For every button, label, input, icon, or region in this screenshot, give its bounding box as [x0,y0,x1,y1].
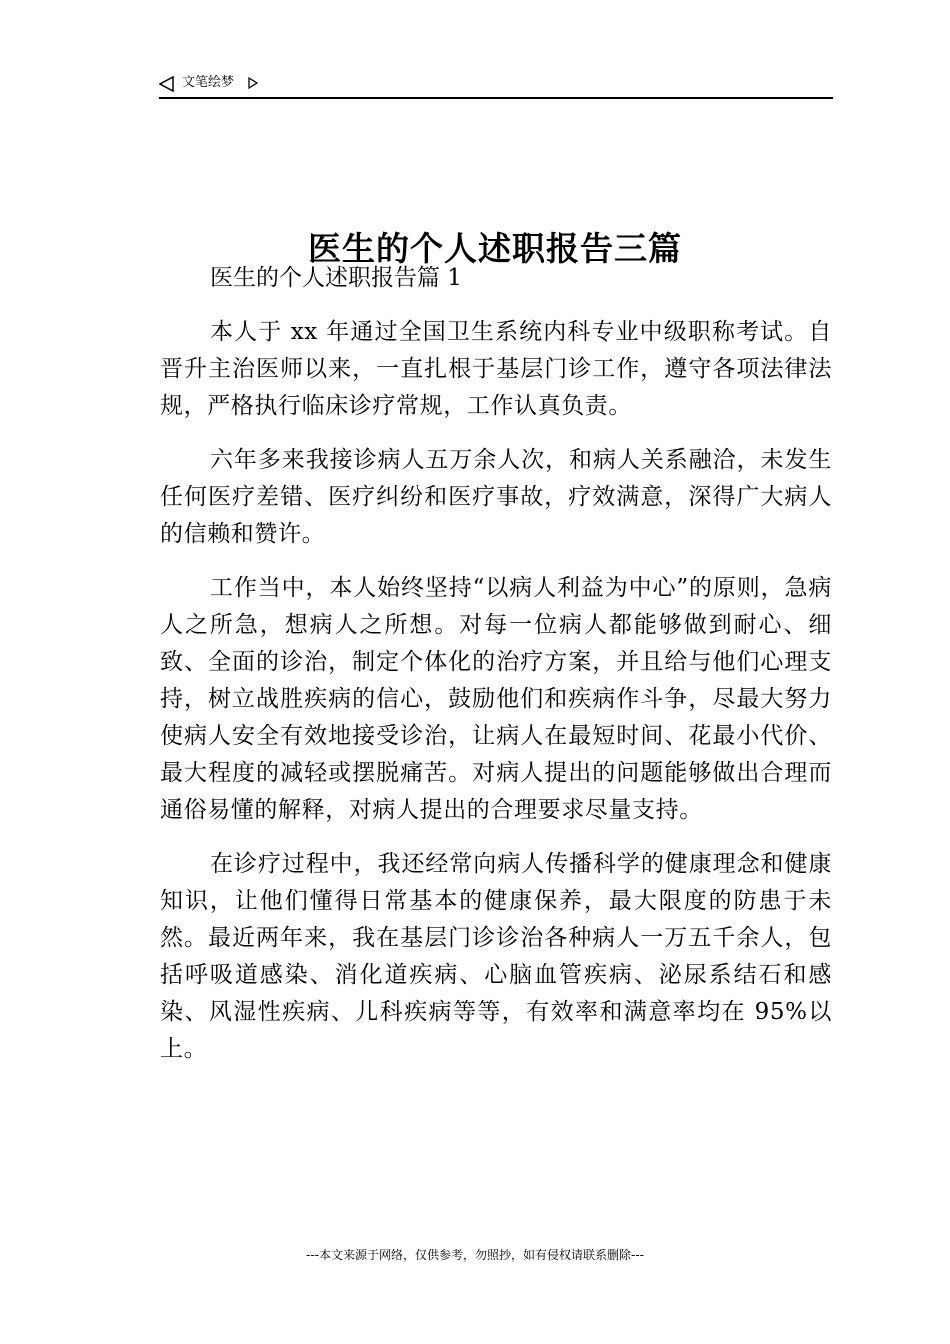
section-subheading: 医生的个人述职报告篇 1 [210,265,462,291]
header-divider [159,97,833,99]
body-paragraph-4: 在诊疗过程中，我还经常向病人传播科学的健康理念和健康知识，让他们懂得日常基本的健康保养，最大限度的防患于未然。最近两年来，我在基层门诊诊治各种病人一万五千余人，包括呼吸道感染、消化道疾病、心脑血管疾病、泌尿系结石和感染、风湿性疾病、儿科疾病等等，有效率和满意率均在 95%以上。 [160,851,832,1062]
triangle-left-icon [159,76,175,92]
document-body [160,260,832,1068]
body-paragraph-2: 六年多来我接诊病人五万余人次，和病人关系融洽，未发生任何医疗差错、医疗纠纷和医疗事故，疗效满意，深得广大病人的信赖和赞许。 [160,447,832,547]
triangle-right-icon [247,76,259,90]
body-paragraph-3: 工作当中，本人始终坚持“以病人利益为中心”的原则，急病人之所急，想病人之所想。对每一位病人都能够做到耐心、细致、全面的诊治，制定个体化的治疗方案，并且给与他们心理支持，树立战胜疾病的信心，鼓励他们和疾病作斗争，尽最大努力使病人安全有效地接受诊治，让病人在最短时间、花最小代价、最大程度的减轻或摆脱痛苦。对病人提出的问题能够做出合理而通俗易懂的解释，对病人提出的合理要求尽量支持。 [160,575,832,823]
header-brand: 文笔绘梦 [182,75,235,90]
footer-notice: ---本文来源于网络，仅供参考，勿照抄，如有侵权请联系删除--- [306,1248,644,1262]
body-paragraph-1: 本人于 xx 年通过全国卫生系统内科专业中级职称考试。自晋升主治医师以来，一直扎根于基层门诊工作，遵守各项法律法规，严格执行临床诊疗常规，工作认真负责。 [160,319,832,419]
page-header [159,72,833,98]
page-title: 医生的个人述职报告三篇 [308,229,682,269]
